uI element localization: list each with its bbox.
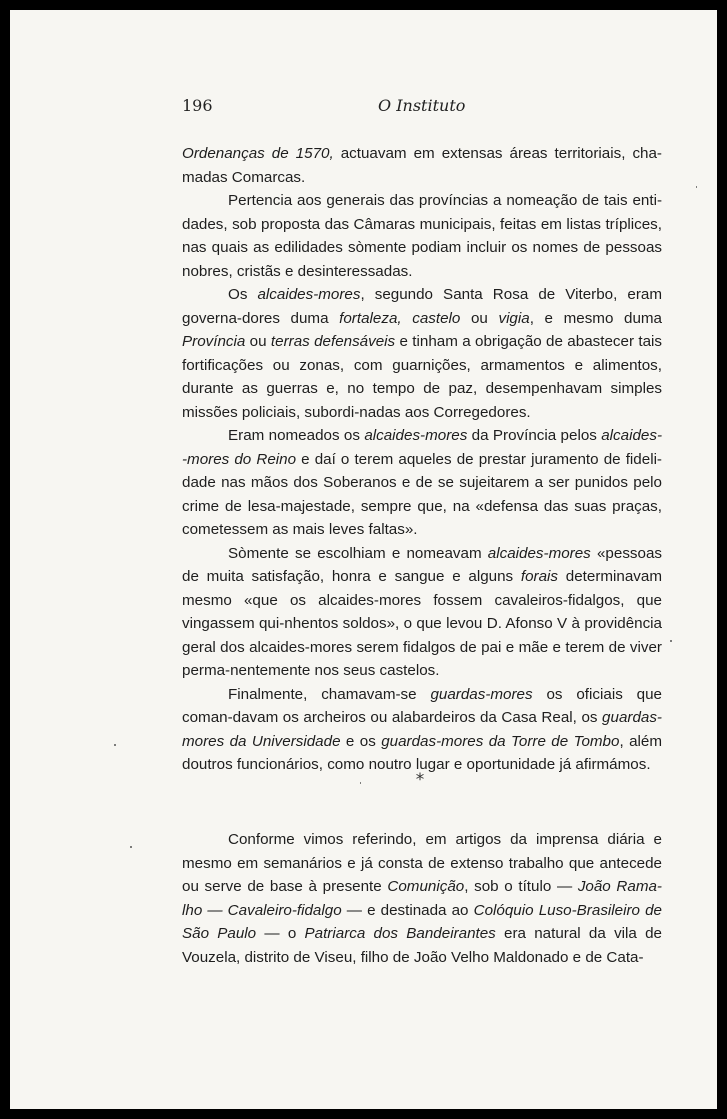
- italic-text: Patriarca dos Bandeirantes: [304, 925, 496, 942]
- italic-text: Ordenanças de 1570,: [182, 145, 334, 162]
- italic-text: João Rama-lho — Cavaleiro-fidalgo: [182, 878, 662, 919]
- text-run: era natural da vila de Vouzela, distrito de Viseu, filho de João Velho Maldonado e de Cata-: [182, 925, 662, 966]
- italic-text: alcaides-mores: [257, 286, 361, 303]
- italic-text: terras defensáveis: [270, 333, 396, 350]
- text-run: determinavam mesmo «que os alcaides-mores fossem cavaleiros-fidalgos, que vingassem qui-nhentos soldos», o que levou D. Afonso V à providência geral dos alcaides-mores serem fidalgos de pai e mãe e terem de viver perma-nentemente nos seus castelos.: [182, 568, 662, 679]
- text-run: ou: [245, 333, 271, 350]
- italic-text: guardas-mores da Torre de Tombo: [381, 732, 620, 750]
- text-run: Finalmente, chamavam-se: [228, 685, 431, 703]
- text-run: Conforme vimos referindo, em artigos da imprensa diária e mesmo em semanários e já consta de extenso trabalho que antecede ou serve de base à presente: [182, 831, 662, 895]
- italic-text: guardas-mores da Universidade: [182, 709, 662, 750]
- italic-text: alcaides--mores do Reino: [182, 427, 662, 468]
- italic-text: guardas-mores: [430, 685, 533, 703]
- text-run: , além doutros funcionários, como noutro lugar e oportunidade já afirmámos.: [182, 732, 662, 773]
- text-run: Sòmente se escolhiam e nomeavam: [228, 544, 488, 562]
- text-run: e tinham a obrigação de abastecer tais fortificações ou zonas, com guarnições, armamentos e alimentos, durante as guerras e, no tempo de paz, desempenhavam simples missões policiais, subordi-nadas aos Corregedores.: [182, 333, 662, 421]
- paragraph: [182, 683, 662, 777]
- italic-text: forais: [520, 568, 559, 585]
- page-header: [182, 96, 670, 120]
- text-run: , segundo Santa Rosa de Viterbo, eram governa-dores duma: [182, 286, 662, 327]
- italic-text: vigia: [498, 309, 530, 327]
- paragraph: [182, 828, 662, 969]
- paragraph: [182, 283, 662, 424]
- italic-text: alcaides-mores: [364, 427, 468, 444]
- text-run: os oficiais que coman-davam os archeiros ou alabardeiros da Casa Real, os: [182, 685, 662, 726]
- text-run: e daí o terem aqueles de prestar juramento de fideli-dade nas mãos dos Soberanos e de se sujeitarem a ser punidos pelo crime de lesa-majestade, sempre que, na «defensa das suas praças, cometessem as mais leves faltas».: [182, 450, 662, 538]
- book-page: [10, 10, 717, 1109]
- body-text-section-2: [182, 828, 662, 969]
- text-run: Pertencia aos generais das províncias a nomeação de tais enti-dades, sob proposta das Câmaras municipais, feitas em listas tríplices, nas quais as edilidades sòmente podiam incluir os nomes de pessoas nobres, cristãs e desinteressadas.: [182, 192, 662, 280]
- section-separator: *: [415, 770, 425, 790]
- text-run: — e destinada ao: [341, 901, 474, 919]
- text-run: Eram nomeados os: [228, 427, 365, 444]
- text-run: , e mesmo duma: [529, 309, 662, 327]
- italic-text: alcaides-mores: [487, 544, 591, 562]
- text-run: da Província pelos: [467, 427, 602, 444]
- paragraph: [182, 189, 662, 283]
- paragraph: [182, 142, 662, 189]
- italic-text: Comunição: [387, 878, 465, 895]
- paragraph: [182, 424, 662, 542]
- text-run: Os: [228, 286, 258, 303]
- text-run: , sob o título —: [464, 878, 578, 895]
- italic-text: Colóquio Luso-Brasileiro de São Paulo: [182, 901, 662, 942]
- italic-text: Província: [182, 333, 246, 350]
- body-text-section-1: [182, 142, 662, 777]
- italic-text: fortaleza, castelo: [339, 309, 461, 327]
- text-run: — o: [256, 925, 305, 942]
- page-number: 196: [182, 96, 213, 115]
- text-run: «pessoas de muita satisfação, honra e sangue e alguns: [182, 544, 662, 585]
- running-title: O Instituto: [378, 96, 466, 115]
- text-run: ou: [460, 309, 499, 327]
- text-run: actuavam em extensas áreas territoriais, cha-madas Comarcas.: [182, 145, 662, 186]
- text-run: e os: [340, 732, 382, 750]
- paragraph: [182, 542, 662, 683]
